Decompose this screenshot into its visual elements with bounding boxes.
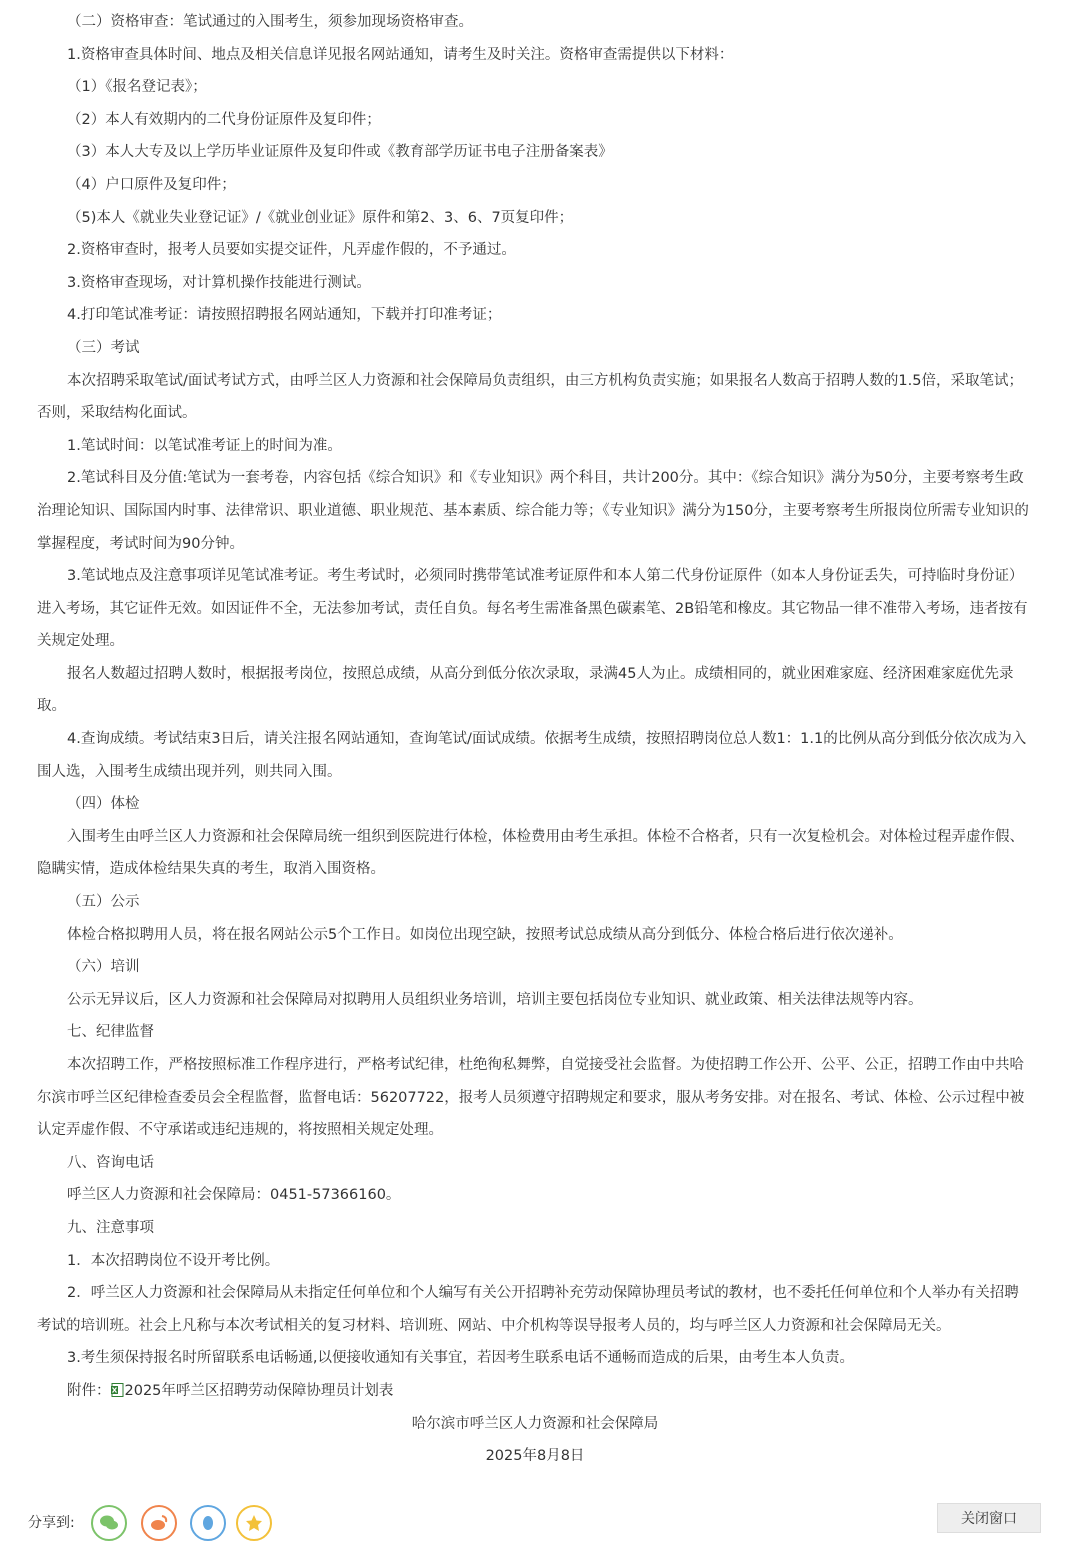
attachment-line: [37, 1375, 1033, 1408]
paragraph: （2）本人有效期内的二代身份证原件及复印件；: [67, 111, 381, 128]
paragraph: 报名人数超过招聘人数时，根据报考岗位，按照总成绩，从高分到低分依次录取，录满45人为止。成绩相同的，就业困难家庭、经济困难家庭优先录取。: [37, 665, 1014, 715]
paragraph: 3.考生须保持报名时所留联系电话畅通,以便接收通知有关事宜，若因考生联系电话不通畅而造成的后果，由考生本人负责。: [67, 1350, 854, 1367]
paragraph: 1．本次招聘岗位不设开考比例。: [67, 1252, 280, 1269]
paragraph: 2．呼兰区人力资源和社会保障局从未指定任何单位和个人编写有关公开招聘补充劳动保障协理员考试的教材，也不委托任何单位和个人举办有关招聘考试的培训班。社会上凡称与本次考试相关的复习材料、培训班、网站、中介机构等误导报考人员的，均与呼兰区人力资源和社会保障局无关。: [37, 1285, 1019, 1334]
paragraph: （三）考试: [67, 339, 140, 356]
paragraph: 呼兰区人力资源和社会保障局：0451-57366160。: [67, 1187, 401, 1204]
paragraph: 4.查询成绩。考试结束3日后，请关注报名网站通知，查询笔试/面试成绩。依据考生成绩，按照招聘岗位总人数1：1.1的比例从高分到低分依次成为入围人选，入围考生成绩出现并列，则共同入围。: [37, 731, 1027, 780]
qq-icon: [198, 1513, 218, 1533]
paragraph: 2.笔试科目及分值:笔试为一套考卷，内容包括《综合知识》和《专业知识》两个科目，共计200分。其中：《综合知识》满分为50分，主要考察考生政治理论知识、国际国内时事、法律常识、职业道德、职业规范、基本素质、综合能力等；《专业知识》满分为150分，主要考察考生所报岗位所需专业知识的掌握程度，考试时间为90分钟。: [37, 470, 1029, 552]
paragraph: 1.笔试时间：以笔试准考证上的时间为准。: [67, 437, 342, 454]
weibo-icon: [149, 1513, 169, 1533]
paragraph: 3.笔试地点及注意事项详见笔试准考证。考生考试时，必须同时携带笔试准考证原件和本人第二代身份证原件（如本人身份证丢失，可持临时身份证）进入考场，其它证件无效。如因证件不全，无法参加考试，责任自负。每名考生需准备黑色碳素笔、2B铅笔和橡皮。其它物品一律不准带入考场，违者按有关规定处理。: [37, 568, 1028, 650]
share-qzone-button[interactable]: [236, 1505, 272, 1541]
paragraph: 公示无异议后，区人力资源和社会保障局对拟聘用人员组织业务培训，培训主要包括岗位专业知识、就业政策、相关法律法规等内容。: [67, 991, 923, 1008]
paragraph: 九、注意事项: [67, 1219, 154, 1236]
paragraph: （五）公示: [67, 894, 140, 911]
qzone-star-icon: [244, 1513, 264, 1533]
share-qq-button[interactable]: [190, 1505, 226, 1541]
signature-org: 哈尔滨市呼兰区人力资源和社会保障局: [411, 1415, 659, 1432]
paragraph: （四）体检: [67, 796, 140, 813]
paragraph: （3）本人大专及以上学历毕业证原件及复印件或《教育部学历证书电子注册备案表》: [67, 144, 613, 161]
paragraph: 七、纪律监督: [67, 1024, 154, 1041]
paragraph: 1.资格审查具体时间、地点及相关信息详见报名网站通知，请考生及时关注。资格审查需提供以下材料：: [67, 46, 734, 63]
wechat-icon: [99, 1513, 119, 1533]
article-body: [37, 6, 1033, 1473]
paragraph: 八、咨询电话: [67, 1154, 154, 1171]
paragraph: 体检合格拟聘用人员，将在报名网站公示5个工作日。如岗位出现空缺，按照考试总成绩从高分到低分、体检合格后进行依次递补。: [67, 926, 903, 943]
paragraph: （二）资格审查：笔试通过的入围考生，须参加现场资格审查。: [67, 14, 473, 30]
paragraph: 4.打印笔试准考证：请按照招聘报名网站通知，下载并打印准考证；: [67, 307, 502, 324]
paragraph: 入围考生由呼兰区人力资源和社会保障局统一组织到医院进行体检，体检费用由考生承担。体检不合格者，只有一次复检机会。对体检过程弄虚作假、隐瞒实情，造成体检结果失真的考生，取消入围资格。: [37, 828, 1024, 878]
attachment-label: 附件：: [67, 1382, 111, 1399]
close-window-button[interactable]: 关闭窗口: [937, 1503, 1041, 1533]
paragraph: 本次招聘采取笔试/面试考试方式，由呼兰区人力资源和社会保障局负责组织，由三方机构负责实施；如果报名人数高于招聘人数的1.5倍，采取笔试；否则，采取结构化面试。: [37, 372, 1023, 422]
share-weibo-button[interactable]: [141, 1505, 177, 1541]
paragraph: 3.资格审查现场，对计算机操作技能进行测试。: [67, 274, 371, 291]
attachment-link[interactable]: [111, 1383, 394, 1399]
paragraph: （六）培训: [67, 959, 140, 976]
signature-date: 2025年8月8日: [485, 1448, 585, 1465]
paragraph: （4）户口原件及复印件；: [67, 176, 236, 193]
paragraph: （5)本人《就业失业登记证》/《就业创业证》原件和第2、3、6、7页复印件；: [67, 209, 574, 226]
share-wechat-button[interactable]: [91, 1505, 127, 1541]
paragraph: （1）《报名登记表》；: [67, 79, 207, 96]
share-label: 分享到:: [28, 1515, 75, 1531]
paragraph: 本次招聘工作，严格按照标准工作程序进行，严格考试纪律，杜绝徇私舞弊，自觉接受社会监督。为使招聘工作公开、公平、公正，招聘工作由中共哈尔滨市呼兰区纪律检查委员会全程监督，监督电话：56207722，报考人员须遵守招聘规定和要求，服从考务安排。对在报名、考试、体检、公示过程中被认定弄虚作假、不守承诺或违纪违规的，将按照相关规定处理。: [37, 1057, 1025, 1139]
excel-file-icon: [111, 1383, 124, 1397]
page-footer: [0, 1500, 1080, 1531]
attachment-link-text: 2025年呼兰区招聘劳动保障协理员计划表: [124, 1382, 394, 1399]
paragraph: 2.资格审查时，报考人员要如实提交证件，凡弄虚作假的，不予通过。: [67, 242, 516, 259]
